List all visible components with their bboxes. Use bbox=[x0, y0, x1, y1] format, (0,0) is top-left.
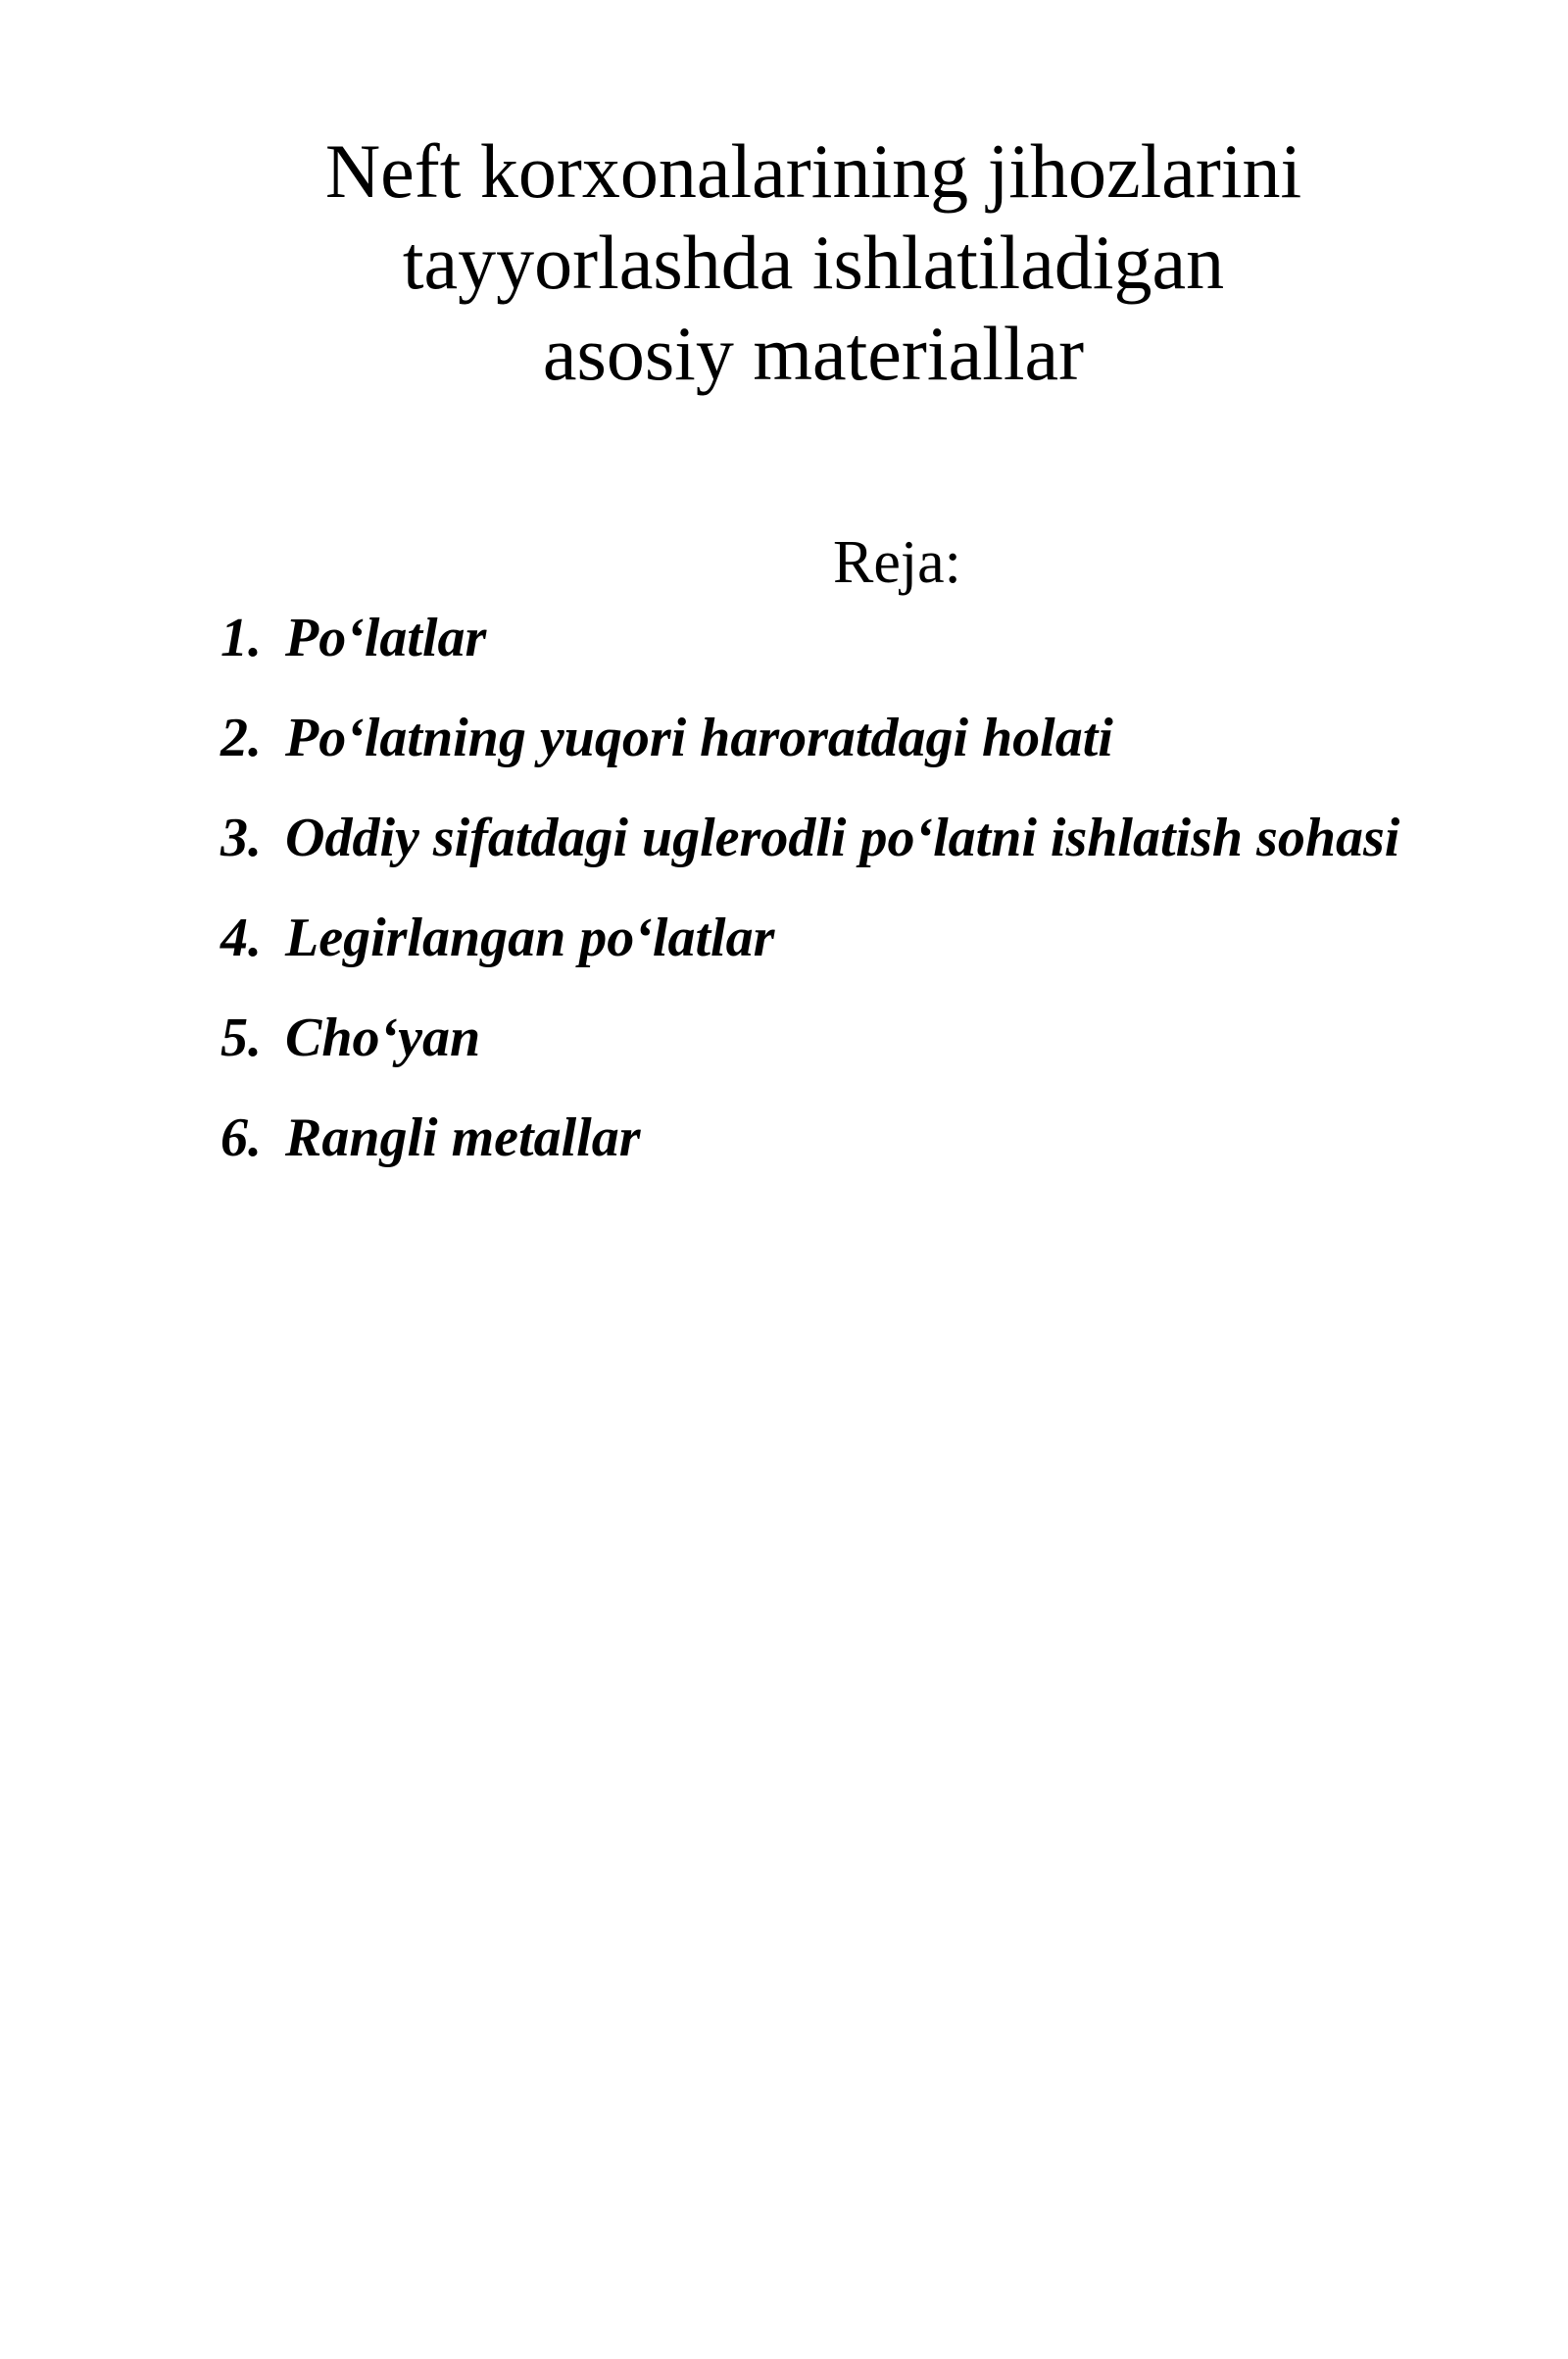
plan-item-text: Po‘latlar bbox=[285, 608, 487, 668]
document-title bbox=[0, 125, 1568, 399]
plan-item-text: Cho‘yan bbox=[285, 1007, 481, 1068]
plan-heading: Reja: bbox=[833, 529, 961, 596]
plan-item bbox=[220, 603, 1399, 703]
plan-item-number: 6. bbox=[220, 1107, 262, 1168]
title-line: asosiy materiallar bbox=[542, 311, 1085, 396]
plan-item-number: 5. bbox=[220, 1007, 262, 1068]
plan-item bbox=[220, 1103, 1399, 1203]
plan-list bbox=[220, 603, 1399, 1203]
title-line: tayyorlashda ishlatiladigan bbox=[402, 220, 1225, 305]
plan-item-number: 3. bbox=[220, 808, 262, 868]
plan-item-number: 4. bbox=[220, 908, 262, 968]
plan-item-number: 1. bbox=[220, 608, 262, 668]
plan-item-text: Po‘latning yuqori haroratdagi holati bbox=[285, 708, 1113, 768]
title-line: Neft korxonalarining jihozlarini bbox=[324, 128, 1302, 214]
plan-item bbox=[220, 903, 1399, 1003]
plan-item-text: Oddiy sifatdagi uglerodli po‘latni ishlatish sohasi bbox=[285, 808, 1400, 868]
plan-item bbox=[220, 703, 1399, 803]
plan-item bbox=[220, 803, 1399, 903]
plan-item bbox=[220, 1003, 1399, 1103]
plan-item-number: 2. bbox=[220, 708, 262, 768]
plan-item-text: Legirlangan po‘latlar bbox=[285, 908, 775, 968]
plan-item-text: Rangli metallar bbox=[285, 1107, 641, 1168]
